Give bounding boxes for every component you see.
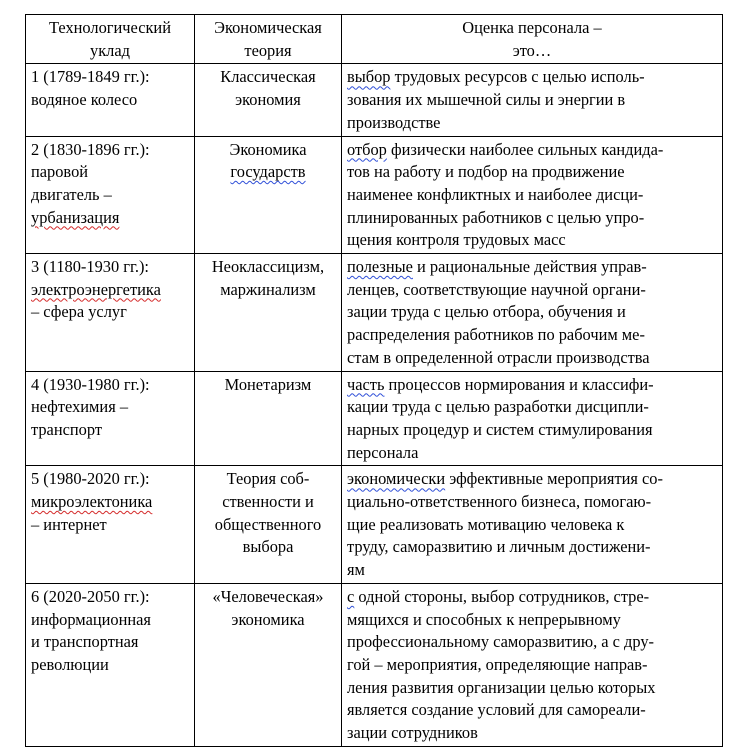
period-text: паровой [31, 162, 89, 182]
assessment-text: труду, саморазвитию и личным достижени- [347, 537, 651, 557]
theory-text: «Человеческая» [212, 586, 324, 606]
assessment-text: стам в определенной отрасли производства [347, 347, 650, 367]
assessment-text: одной стороны, выбор сотрудников, стре- [354, 586, 650, 606]
technological-order-table [25, 14, 723, 747]
assessment-text: зации труда с целью отбора, обучения и [347, 302, 626, 322]
assessment-text: мящихся и способных к непрерывному [347, 609, 621, 629]
period-text: – сфера услуг [31, 302, 127, 322]
header-cell-technological-order [26, 15, 195, 64]
assessment-first-word: отбор [347, 139, 387, 159]
table-row [26, 136, 723, 254]
assessment-text: ям [347, 560, 365, 580]
period-text: двигатель – [31, 184, 112, 204]
period-cell [26, 136, 195, 254]
period-text: водяное колесо [31, 90, 138, 110]
assessment-text: эффективные мероприятия со- [445, 469, 663, 489]
assessment-cell [342, 64, 723, 136]
period-text: и транспортная [31, 632, 139, 652]
period-cell [26, 64, 195, 136]
assessment-text: трудовых ресурсов с целью исполь- [390, 67, 645, 87]
period-cell [26, 371, 195, 466]
assessment-text: наименее конфликтных и наиболее дисци- [347, 184, 644, 204]
assessment-text: щие реализовать мотивацию человека к [347, 514, 625, 534]
period-text: транспорт [31, 419, 102, 439]
period-cell [26, 254, 195, 372]
theory-text: экономия [235, 90, 301, 110]
theory-text: Теория соб- [226, 469, 310, 489]
table-row [26, 583, 723, 746]
period-text: революции [31, 654, 109, 674]
period-text: урбанизация [31, 207, 120, 227]
header-text: Экономическая [214, 18, 322, 37]
theory-cell [195, 466, 342, 584]
theory-text: Классическая [220, 67, 316, 87]
table-row [26, 64, 723, 136]
theory-cell [195, 371, 342, 466]
header-text: Оценка персонала – [462, 18, 602, 37]
assessment-cell [342, 466, 723, 584]
header-text: уклад [90, 40, 130, 60]
period-cell [26, 583, 195, 746]
assessment-text: кации труда с целью разработки дисципли- [347, 397, 649, 417]
header-cell-personnel-assessment [342, 15, 723, 64]
theory-text: государств [230, 162, 306, 182]
period-text: микроэлектоника [31, 492, 153, 512]
assessment-text: профессиональному саморазвитию, а с дру- [347, 632, 655, 652]
period-text: информационная [31, 609, 151, 629]
theory-text: общественного [214, 514, 322, 534]
theory-text: маржинализм [220, 279, 316, 299]
period-text: – интернет [31, 514, 107, 534]
theory-text: ственности и [222, 492, 314, 512]
theory-text: Неоклассицизм, [211, 257, 325, 277]
assessment-text: распределения работников по рабочим ме- [347, 325, 645, 345]
assessment-cell [342, 254, 723, 372]
period-text: 2 (1830-1896 гг.): [31, 139, 150, 159]
assessment-text: тов на работу и подбор на продвижение [347, 162, 625, 182]
assessment-text: процессов нормирования и классифи- [384, 374, 654, 394]
header-text: Технологический [49, 18, 171, 37]
assessment-text: зования их мышечной силы и энергии в [347, 90, 626, 110]
assessment-text: зации сотрудников [347, 723, 478, 743]
period-text: 5 (1980-2020 гг.): [31, 469, 150, 489]
assessment-first-word: полезные [347, 257, 413, 277]
assessment-text: и рациональные действия управ- [412, 257, 647, 277]
theory-text: Экономика [229, 139, 307, 159]
period-text: 6 (2020-2050 гг.): [31, 586, 150, 606]
table-row [26, 254, 723, 372]
assessment-text: плинированных работников с целью упро- [347, 207, 645, 227]
theory-text: экономика [231, 609, 305, 629]
assessment-text: гой – мероприятия, определяющие направ- [347, 654, 648, 674]
period-text: нефтехимия – [31, 397, 129, 417]
theory-cell [195, 136, 342, 254]
assessment-text: является создание условий для самореали- [347, 700, 646, 720]
header-text: теория [244, 40, 292, 60]
assessment-text: ленцев, соответствующие научной органи- [347, 279, 646, 299]
period-text: электроэнергетика [31, 279, 161, 299]
assessment-text: нарных процедур и систем стимулирования [347, 419, 653, 439]
period-cell [26, 466, 195, 584]
theory-cell [195, 64, 342, 136]
period-text: 4 (1930-1980 гг.): [31, 374, 150, 394]
assessment-text: ления развития организации целью которых [347, 677, 656, 697]
assessment-text: щения контроля трудовых масс [347, 230, 566, 250]
assessment-first-word: выбор [347, 67, 391, 87]
theory-text: Монетаризм [224, 374, 312, 394]
assessment-text: циально-ответственного бизнеса, помогаю- [347, 492, 652, 512]
theory-text: выбора [242, 537, 294, 557]
assessment-text: производстве [347, 112, 441, 132]
assessment-first-word: с [347, 586, 355, 606]
period-text: 1 (1789-1849 гг.): [31, 67, 150, 87]
assessment-first-word: часть [347, 374, 385, 394]
assessment-text: персонала [347, 442, 419, 462]
table-row [26, 371, 723, 466]
header-text: это… [512, 40, 552, 60]
assessment-cell [342, 583, 723, 746]
theory-cell [195, 583, 342, 746]
assessment-first-word: экономически [347, 469, 446, 489]
header-cell-economic-theory [195, 15, 342, 64]
period-text: 3 (1180-1930 гг.): [31, 257, 149, 277]
table-header-row [26, 15, 723, 64]
assessment-text: физически наиболее сильных кандида- [386, 139, 664, 159]
assessment-cell [342, 136, 723, 254]
table-row [26, 466, 723, 584]
theory-cell [195, 254, 342, 372]
assessment-cell [342, 371, 723, 466]
